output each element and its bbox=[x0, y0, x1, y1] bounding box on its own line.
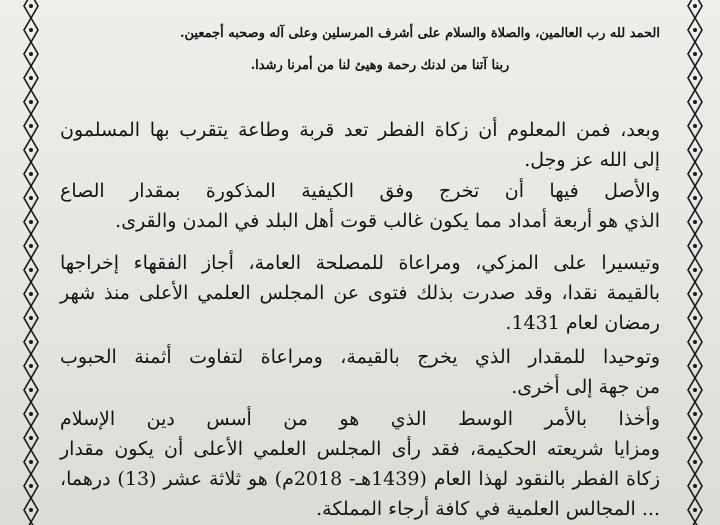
paragraph-3 bbox=[60, 248, 660, 338]
paragraph-line: الذي هو أربعة أمداد مما يكون غالب قوت أهل البلد في المدن والقرى. bbox=[115, 210, 660, 232]
paragraph-line: من جهة إلى أخرى. bbox=[511, 376, 660, 398]
paragraph-line: إلى الله عز وجل. bbox=[524, 149, 660, 171]
paragraph-5 bbox=[60, 404, 660, 524]
paragraph-line: والأصل فيها أن تخرج وفق الكيفية المذكورة بمقدار الصاع bbox=[60, 180, 660, 202]
left-decorative-border bbox=[20, 0, 42, 525]
paragraph-line: وأخذا بالأمر الوسط الذي هو من أسس دين الإسلام bbox=[60, 408, 660, 430]
paragraph-line: ... المجالس العلمية في كافة أرجاء المملكة. bbox=[316, 498, 660, 520]
paragraph-line: زكاة الفطر بالنقود لهذا العام (1439هـ- 2018م) هو ثلاثة عشر (13) درهما، bbox=[60, 468, 661, 490]
paragraph-1 bbox=[60, 115, 660, 175]
paragraph-4 bbox=[60, 342, 660, 402]
paragraph-line: ومزايا شريعته الحكيمة، فقد رأى المجلس العلمي الأعلى أن يكون مقدار bbox=[60, 438, 660, 460]
paragraph-line: وبعد، فمن المعلوم أن زكاة الفطر تعد قربة وطاعة يتقرب بها المسلمون bbox=[60, 119, 660, 141]
paragraph-2 bbox=[60, 176, 660, 236]
header-block bbox=[60, 24, 660, 76]
paragraph-line: بالقيمة نقدا، وقد صدرت بذلك فتوى عن المجلس العلمي الأعلى منذ شهر bbox=[60, 282, 660, 304]
paragraph-line: رمضان لعام 1431. bbox=[505, 312, 660, 334]
right-decorative-border bbox=[684, 0, 706, 525]
header-praise-line: الحمد لله رب العالمين، والصلاة والسلام على أشرف المرسلين وعلى آله وصحبه أجمعين. bbox=[179, 26, 660, 41]
paragraph-line: وتيسيرا على المزكي، ومراعاة للمصلحة العامة، أجاز الفقهاء إخراجها bbox=[60, 252, 660, 274]
header-prayer-line: ربنا آتنا من لدنك رحمة وهيئ لنا من أمرنا رشدا. bbox=[250, 58, 510, 73]
document-content bbox=[60, 0, 660, 525]
paragraph-line: وتوحيدا للمقدار الذي يخرج بالقيمة، ومراعاة لتفاوت أثمنة الحبوب bbox=[60, 346, 660, 368]
